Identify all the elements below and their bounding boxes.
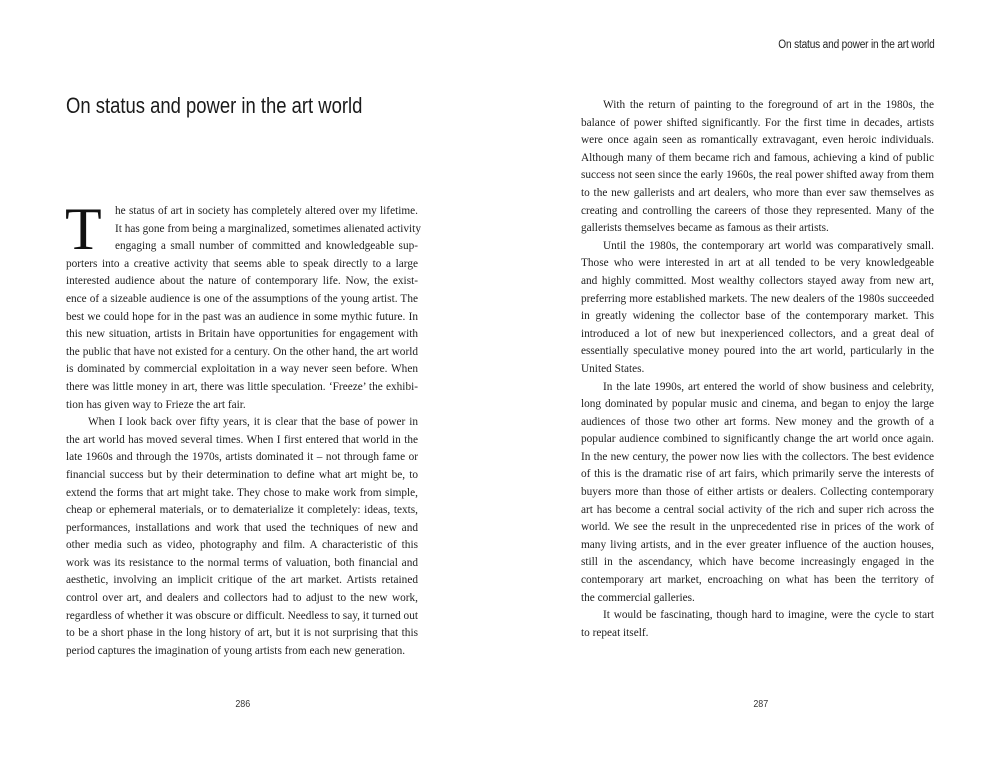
- text-line: engaging a small number of committed and knowledgeable sup-: [115, 240, 418, 253]
- text-line: Those who were interested in art at all tended to be very knowledgeable: [581, 257, 934, 270]
- text-line: performances, installations and work that used the techniques of new and: [66, 521, 418, 534]
- text-line: world. We see the result in the unprecedented rise in prices of the work of: [581, 521, 934, 534]
- text-line: period captures the imagination of young artists from each new generation.: [66, 644, 406, 657]
- right-page: [500, 0, 1000, 757]
- text-line: the commercial galleries.: [581, 591, 695, 604]
- text-line: of this is the dramatic rise of art fairs, which primarily serve the interests of: [581, 468, 934, 481]
- running-head: On status and power in the art world: [778, 39, 935, 51]
- text-line: he status of art in society has completely altered over my lifetime.: [115, 205, 418, 217]
- text-line: late 1960s and through the 1970s, artists dominated it – not through fame or: [66, 451, 418, 464]
- text-line: ence of a sizeable audience is one of the assumptions of the young artist. The: [66, 292, 418, 305]
- text-line: extend the forms that art might take. They chose to make work from simple,: [66, 486, 418, 499]
- text-line: When I look back over fifty years, it is clear that the base of power in: [88, 416, 418, 429]
- text-line: Although many of them became rich and famous, achieving a kind of public: [581, 151, 934, 164]
- text-line: aesthetic, involving an implicit critique of the art market. Artists retained: [66, 574, 418, 587]
- text-line: is dominated by commercial exploitation in a way never seen before. When: [66, 363, 418, 376]
- text-line: other media such as video, photography and film. A characteristic of this: [66, 539, 418, 552]
- text-line: In the late 1990s, art entered the world of show business and celebrity,: [603, 380, 934, 393]
- text-line: In the new century, the power now lies with the collectors. The best evidence: [581, 450, 934, 463]
- text-line: financial success but by their determination to define what art might be, to: [66, 468, 418, 481]
- page-number-left: 286: [235, 698, 251, 710]
- text-line: porters into a creative activity that seems able to speak directly to a large: [66, 257, 418, 270]
- text-line: popular audience combined to significantly change the art world once again.: [581, 433, 934, 446]
- text-line: this new situation, artists in Britain have opportunities for engagement with: [66, 328, 418, 341]
- text-line: It would be fascinating, though hard to imagine, were the cycle to start: [603, 609, 934, 622]
- text-line: creating and controlling the careers of those they represented. Many of the: [581, 204, 934, 217]
- text-line: long dominated by popular music and cinema, and began to enjoy the large: [581, 398, 934, 411]
- text-line: and highly committed. Most wealthy collectors stayed away from new art,: [581, 274, 934, 287]
- drop-cap: T: [65, 196, 102, 262]
- paragraph: [581, 97, 934, 238]
- right-page-body: [581, 97, 934, 642]
- text-line: control over art, and dealers and collectors had to adjust to the new work,: [66, 592, 418, 605]
- text-line: to repeat itself.: [581, 626, 649, 639]
- text-line: gallerists themselves became as famous as their artists.: [581, 222, 829, 235]
- text-line: cheap or ephemeral materials, or to dematerialize it completely: ideas, texts,: [66, 504, 418, 517]
- text-line: best we could hope for in the past was an audience in some mythic future. In: [66, 310, 418, 323]
- text-line: in greatly widening the collector base of the contemporary market. This: [581, 310, 934, 323]
- text-line: regardless of whether it was obscure or difficult. Needless to say, it turned out: [66, 609, 418, 622]
- text-line: audiences of those two other art forms. New money and the growth of a: [581, 415, 934, 428]
- text-line: art has become a central social activity of the rich and super rich across the: [581, 503, 934, 516]
- text-line: work was its resistance to the normal terms of valuation, both financial and: [66, 556, 418, 569]
- text-line: were once again seen as romantically extravagant, even heroic individuals.: [581, 134, 934, 147]
- chapter-title: On status and power in the art world: [66, 93, 363, 118]
- text-line: many living artists, and in the ever greater influence of the auction houses,: [581, 538, 934, 551]
- text-line: contemporary art market, encroaching on what has been the territory of: [581, 574, 934, 587]
- paragraph: [65, 196, 421, 414]
- paragraph: [581, 607, 934, 642]
- text-line: United States.: [581, 362, 645, 375]
- text-line: preferring more established markets. The new dealers of the 1980s succeeded: [581, 292, 934, 305]
- text-line: there was little money in art, there was little speculation. ‘Freeze’ the exhibi-: [66, 380, 418, 393]
- text-line: introduced a lot of new but inexperienced collectors, and a great deal of: [581, 327, 934, 340]
- left-page-body: [65, 196, 421, 660]
- paragraph: [581, 379, 934, 608]
- text-line: the art world has moved several times. When I first entered that world in the: [66, 433, 418, 446]
- text-line: the public that have not existed for a century. On the other hand, the art world: [66, 345, 418, 358]
- paragraph: [66, 414, 418, 660]
- text-line: interested audience about the nature of contemporary life. Now, the exist-: [66, 275, 418, 288]
- text-line: It has gone from being a marginalized, sometimes alienated activity: [115, 222, 421, 235]
- paragraph: [581, 238, 934, 379]
- text-line: to be a short phase in the long history of art, but it is not surprising that this: [66, 627, 418, 640]
- text-line: tion has given way to Frieze the art fair.: [66, 398, 246, 411]
- text-line: Until the 1980s, the contemporary art world was comparatively small.: [603, 239, 934, 252]
- text-line: to the new gallerists and art dealers, who more than ever saw themselves as: [581, 186, 934, 199]
- page-number-right: 287: [753, 698, 769, 710]
- text-line: With the return of painting to the foreground of art in the 1980s, the: [603, 99, 934, 111]
- text-line: essentially speculative money poured into the art world, particularly in the: [581, 345, 934, 358]
- text-line: still in the ascendancy, which have become increasingly engaged in the: [581, 556, 934, 569]
- text-line: buyers more than those of either artists or dealers. Collecting contemporary: [581, 486, 934, 499]
- text-line: balance of power shifted significantly. For the first time in decades, artists: [581, 116, 934, 129]
- text-line: success not seen since the early 1960s, the real power shifted away from them: [581, 169, 934, 182]
